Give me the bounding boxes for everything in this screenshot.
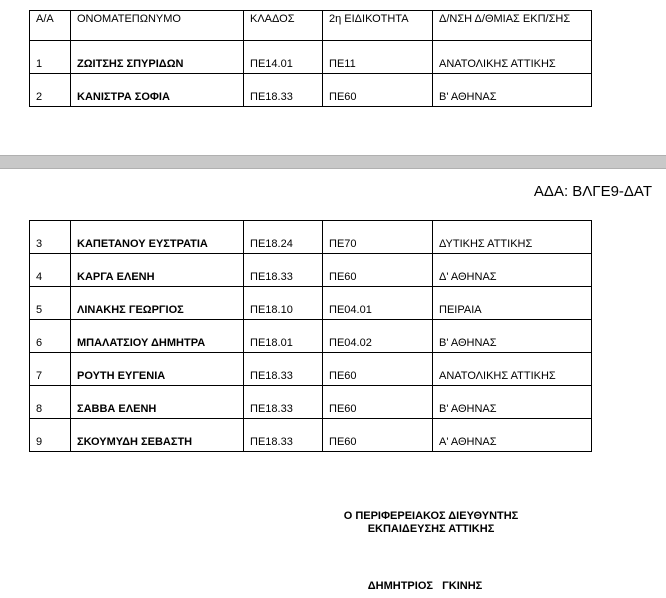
teacher-name: ΚΑΝΙΣΤΡΑ ΣΟΦΙΑ [71,74,244,107]
branch-code: ΠΕ18.33 [244,419,323,452]
second-specialty: ΠΕ60 [323,386,433,419]
header-branch: ΚΛΑΔΟΣ [244,11,323,41]
table-row [30,254,592,287]
directorate: Β' ΑΘΗΝΑΣ [433,386,592,419]
row-number: 1 [30,41,71,74]
branch-code: ΠΕ18.33 [244,353,323,386]
branch-code: ΠΕ18.24 [244,221,323,254]
directorate: Δ' ΑΘΗΝΑΣ [433,254,592,287]
second-specialty: ΠΕ60 [323,254,433,287]
branch-code: ΠΕ14.01 [244,41,323,74]
table-row [30,41,592,74]
teacher-name: ΚΑΡΓΑ ΕΛΕΝΗ [71,254,244,287]
table-row [30,386,592,419]
directorate: Α' ΑΘΗΝΑΣ [433,419,592,452]
second-specialty: ΠΕ04.01 [323,287,433,320]
row-number: 4 [30,254,71,287]
branch-code: ΠΕ18.33 [244,386,323,419]
header-aa: Α/Α [30,11,71,41]
table-header-row [30,11,592,41]
teacher-name: ΛΙΝΑΚΗΣ ΓΕΩΡΓΙΟΣ [71,287,244,320]
table-row [30,320,592,353]
header-directorate: Δ/ΝΣΗ Δ/ΘΜΙΑΣ ΕΚΠ/ΣΗΣ [433,11,592,41]
directorate: ΔΥΤΙΚΗΣ ΑΤΤΙΚΗΣ [433,221,592,254]
directorate: Β' ΑΘΗΝΑΣ [433,74,592,107]
teacher-name: ΚΑΠΕΤΑΝΟΥ ΕΥΣΤΡΑΤΙΑ [71,221,244,254]
row-number: 9 [30,419,71,452]
teacher-name: ΜΠΑΛΑΤΣΙΟΥ ΔΗΜΗΤΡΑ [71,320,244,353]
teachers-table-page-1 [29,10,592,107]
branch-code: ΠΕ18.33 [244,74,323,107]
second-specialty: ΠΕ60 [323,419,433,452]
signature-name: ΔΗΜΗΤΡΙΟΣ ΓΚΙΝΗΣ [367,580,483,592]
row-number: 2 [30,74,71,107]
second-specialty: ΠΕ60 [323,353,433,386]
table-row [30,419,592,452]
teacher-name: ΣΚΟΥΜΥΔΗ ΣΕΒΑΣΤΗ [71,419,244,452]
row-number: 8 [30,386,71,419]
table-row [30,74,592,107]
teachers-table-page-2 [29,220,592,452]
table-row [30,287,592,320]
directorate: ΑΝΑΤΟΛΙΚΗΣ ΑΤΤΙΚΗΣ [433,41,592,74]
directorate: ΠΕΙΡΑΙΑ [433,287,592,320]
second-specialty: ΠΕ60 [323,74,433,107]
row-number: 5 [30,287,71,320]
signature-title-line-2: ΕΚΠΑΙΔΕΥΣΗΣ ΑΤΤΙΚΗΣ [367,523,495,535]
second-specialty: ΠΕ11 [323,41,433,74]
table-row [30,353,592,386]
teacher-name: ΣΑΒΒΑ ΕΛΕΝΗ [71,386,244,419]
ada-code: ΑΔΑ: ΒΛΓΕ9-ΔΑΤ [533,183,652,200]
second-specialty: ΠΕ04.02 [323,320,433,353]
branch-code: ΠΕ18.33 [244,254,323,287]
row-number: 3 [30,221,71,254]
header-name: ΟΝΟΜΑΤΕΠΩΝΥΜΟ [71,11,244,41]
teacher-name: ΡΟΥΤΗ ΕΥΓΕΝΙΑ [71,353,244,386]
directorate: ΑΝΑΤΟΛΙΚΗΣ ΑΤΤΙΚΗΣ [433,353,592,386]
row-number: 6 [30,320,71,353]
directorate: Β' ΑΘΗΝΑΣ [433,320,592,353]
header-second-specialty: 2η ΕΙΔΙΚΟΤΗΤΑ [323,11,433,41]
row-number: 7 [30,353,71,386]
page-separator [0,155,666,169]
branch-code: ΠΕ18.01 [244,320,323,353]
second-specialty: ΠΕ70 [323,221,433,254]
branch-code: ΠΕ18.10 [244,287,323,320]
teacher-name: ΖΩΙΤΣΗΣ ΣΠΥΡΙΔΩΝ [71,41,244,74]
table-row [30,221,592,254]
signature-title-line-1: Ο ΠΕΡΙΦΕΡΕΙΑΚΟΣ ΔΙΕΥΘΥΝΤΗΣ [343,510,519,522]
